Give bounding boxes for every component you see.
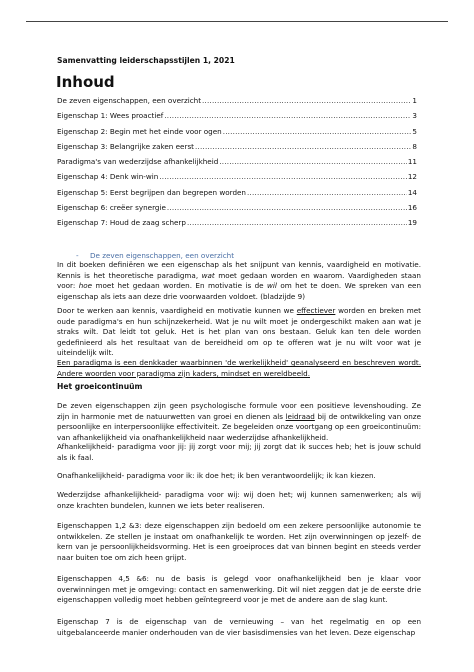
toc-entry[interactable] [57, 218, 417, 233]
toc-entry[interactable] [57, 172, 417, 187]
paragraph-growth: De zeven eigenschappen zijn geen psychologische formule voor een positieve levenshouding. Ze zijn in harmonie met de natuurwetten van groei en dienen als leidraad bij de ontwikkeling van onze persoonlijke en interpersoonlijke effectiviteit. Ze begeleiden onze voortgang op een groeicontinuüm: van afhankelijkheid via onafhankelijkheid naar wederzijdse afhankelijkheid. [57, 401, 421, 442]
toc-leader-dots [219, 157, 407, 167]
document-title: Samenvatting leiderschapsstijlen 1, 2021 [57, 56, 235, 65]
header-rule [26, 21, 448, 22]
toc-leader-dots [167, 203, 407, 213]
paragraph-habit-7: Eigenschap 7 is de eigenschap van de vernieuwing – van het regelmatig en op een uitgebalanceerde manier onderhouden van de vier basisdimensies van het leven. Deze eigenschap [57, 617, 421, 637]
toc-entry-page: 3 [412, 111, 417, 121]
toc-entry[interactable] [57, 142, 417, 157]
list-dash: - [76, 251, 79, 260]
paragraph-dependence: Afhankelijkheid- paradigma voor jij: jij zorgt voor mij; jij zorgt dat ik succes heb; het is jouw schuld als ik faal. [57, 442, 421, 462]
growth-heading: Het groeicontinuüm [57, 382, 143, 391]
toc-entry-label: De zeven eigenschappen, een overzicht [57, 96, 202, 105]
toc-entry[interactable] [57, 203, 417, 218]
toc-leader-dots [187, 218, 407, 228]
toc-entry-label: Eigenschap 2: Begin met het einde voor ogen [57, 126, 222, 136]
toc-leader-dots [223, 127, 412, 137]
paragraph-habits-4-6: Eigenschappen 4,5 &6: nu de basis is gelegd voor onafhankelijkheid ben je klaar voor overwinningen met je omgeving: contact en samenwerking. Dit wil niet zeggen dat je de eerste drie eigenschappen volledig moet hebben geïntegreerd voor je met de andere aan de slag kunt. [57, 574, 421, 604]
toc-entry[interactable] [57, 111, 417, 126]
toc-entry-page: 12 [407, 172, 417, 182]
toc-heading: Inhoud [56, 73, 115, 91]
paragraph-independence: Onafhankelijkheid- paradigma voor ik: ik doe het; ik ben verantwoordelijk; ik kan kiezen. [57, 471, 376, 480]
toc-leader-dots [195, 142, 411, 152]
paragraph-effectiveness: Door te werken aan kennis, vaardigheid en motivatie kunnen we effectiever worden en breken met oude paradigma's en hun schijnzekerheid. Wat je nu wilt moet je ondergeschikt maken aan wat je straks wilt. Dat leidt tot geluk. Het is het plan van ons bestaan. Geluk kan ten dele worden gedefinieerd als het resultaat van de bereidheid om op te offeren wat je nu wilt voor wat je uiteindelijk wilt. [57, 306, 421, 357]
toc-entry-label: Eigenschap 3: Belangrijke zaken eerst [57, 141, 195, 151]
toc-leader-dots [164, 111, 411, 121]
toc-entry-page: 1 [412, 96, 417, 105]
toc-entry-page: 16 [407, 203, 417, 213]
toc-entry-label: Eigenschap 1: Wees proactief [57, 111, 164, 121]
toc-entry[interactable] [57, 127, 417, 142]
toc-entry-label: Eigenschap 6: creëer synergie [57, 203, 166, 213]
toc-entry[interactable] [57, 157, 417, 172]
paragraph-habits-1-3: Eigenschappen 1,2 &3: deze eigenschappen zijn bedoeld om een zekere persoonlijke autonomie te ontwikkelen. Ze stellen je instaat om onafhankelijk te worden. Het zijn overwinningen op jezelf- de kern van je persoonlijkheidsvorming. Het is een groeiproces dat van binnen begint en steeds verder naar buiten toe om zich heen grijpt. [57, 521, 421, 562]
toc-entry-label: Eigenschap 4: Denk win-win [57, 172, 159, 182]
paragraph-paradigm: Een paradigma is een denkkader waarbinnen 'de werkelijkheid' geanalyseerd en beschreven wordt. Andere woorden voor paradigma zijn kaders, mindset en wereldbeeld. [57, 358, 421, 378]
toc-leader-dots [159, 172, 407, 182]
toc-entry-page: 11 [407, 157, 417, 167]
paragraph-interdependence: Wederzijdse afhankelijkheid- paradigma voor wij: wij doen het; wij kunnen samenwerken; als wij onze krachten bundelen, kunnen we iets beter realiseren. [57, 490, 421, 510]
toc-entry[interactable] [57, 96, 417, 111]
toc-entry-page: 14 [407, 187, 417, 197]
toc-entry[interactable] [57, 188, 417, 203]
table-of-contents [57, 96, 417, 234]
toc-entry-label: Eigenschap 5: Eerst begrijpen dan begrepen worden [57, 187, 246, 197]
section-heading-text: De zeven eigenschappen, een overzicht [90, 251, 235, 260]
toc-entry-page: 5 [412, 126, 417, 136]
section-heading[interactable] [76, 251, 234, 260]
toc-leader-dots [202, 96, 411, 106]
toc-entry-label: Paradigma's van wederzijdse afhankelijkheid [57, 157, 219, 167]
toc-entry-label: Eigenschap 7: Houd de zaag scherp [57, 218, 186, 228]
paragraph-definition: In dit boeken definiëren we een eigenschap als het snijpunt van kennis, vaardigheid en motivatie. Kennis is het theoretische paradigma, wat moet gedaan worden en waarom. Vaardigheden staan voor: hoe moet het gedaan worden. En motivatie is de wil om het te doen. We spreken van een eigenschap als iets aan deze drie voorwaarden voldoet. (bladzijde 9) [57, 260, 421, 301]
toc-entry-page: 19 [407, 218, 417, 228]
toc-entry-page: 8 [412, 141, 417, 151]
toc-leader-dots [247, 188, 407, 198]
